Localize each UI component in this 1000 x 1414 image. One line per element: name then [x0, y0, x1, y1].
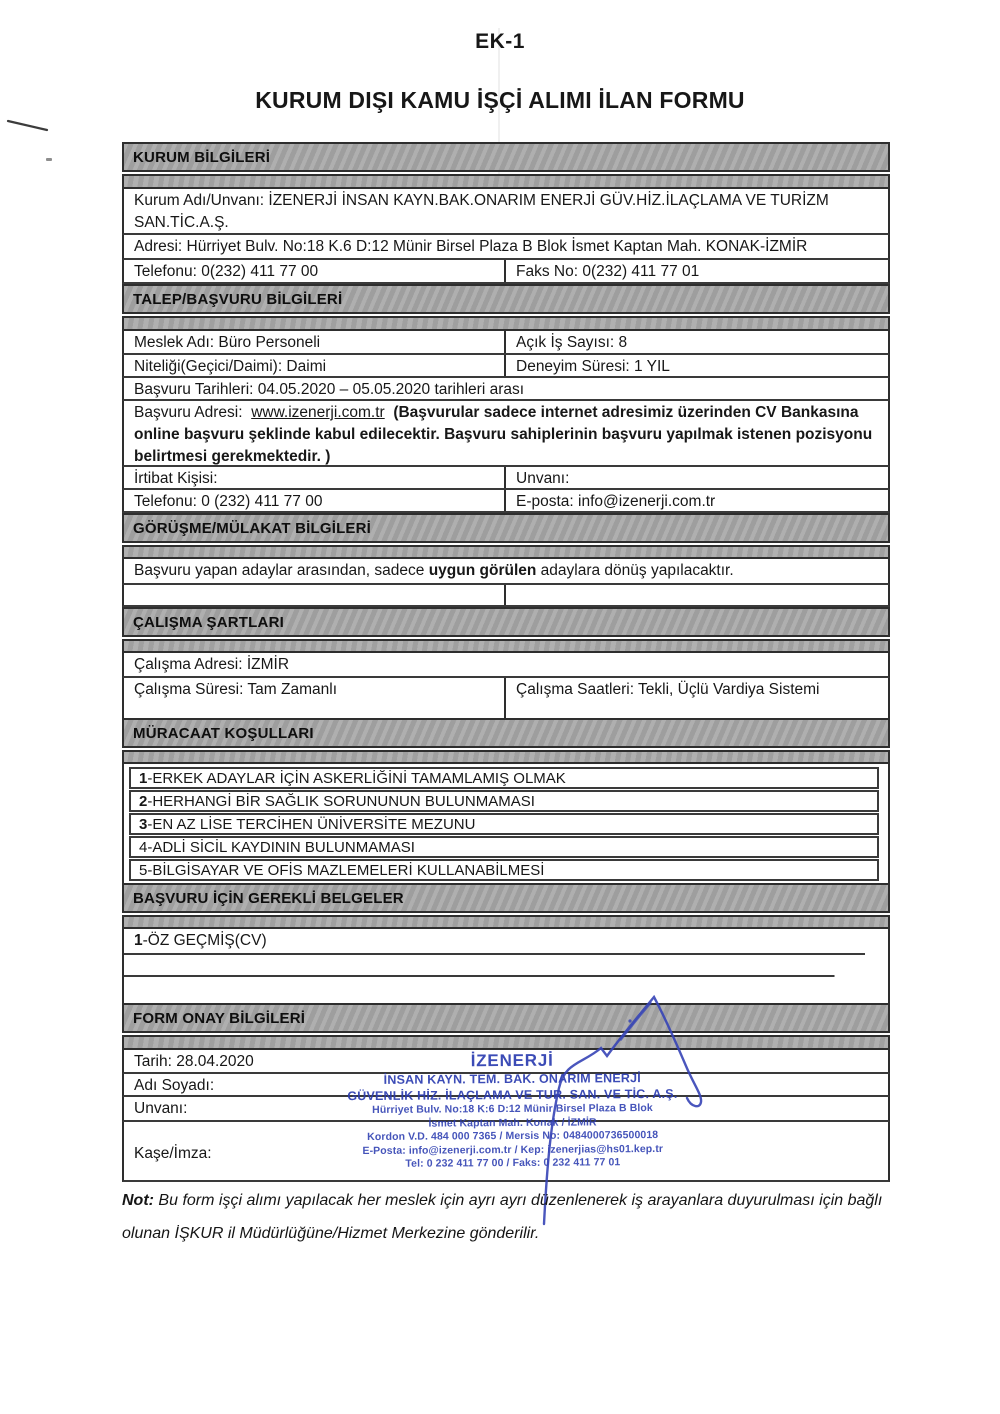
row-empty [122, 977, 890, 1003]
item-number: 2 [139, 793, 148, 810]
row-meslek-acikis [122, 331, 890, 355]
section-header-gerekli-belgeler: BAŞVURU İÇİN GEREKLİ BELGELER [122, 883, 890, 913]
field-basvuru-adresi [122, 401, 890, 467]
section-header-gorusme-mulakat: GÖRÜŞME/MÜLAKAT BİLGİLERİ [122, 513, 890, 543]
item-number: 4 [139, 839, 148, 856]
stamp-line: İsmet Kaptan Mah. Konak / İZMİR [428, 1115, 597, 1130]
field-kase-imza [122, 1122, 890, 1182]
field-unvani: Unvanı: [516, 470, 570, 487]
basvuru-adresi-url: www.izenerji.com.tr [251, 404, 385, 421]
announcement-form [122, 142, 890, 1182]
empty-cell [124, 585, 506, 605]
section-strip [122, 915, 890, 929]
item-number: 1 [139, 770, 148, 787]
item-text: -BİLGİSAYAR VE OFİS MAZLEMELERİ KULLANABİLMESİ [147, 862, 545, 879]
stamp-line: İNSAN KAYN. TEM. BAK. ONARIM ENERJİ [383, 1071, 641, 1087]
stamp-line: GÜVENLİK HİZ. İLAÇLAMA VE TUR. SAN. VE TİC. A.Ş. [347, 1086, 678, 1104]
section-strip [122, 174, 890, 189]
row-sure-saat [122, 678, 890, 704]
row-empty-split [122, 585, 890, 607]
gorusme-text-prefix: Başvuru yapan adaylar arasından, sadece [134, 562, 429, 579]
field-basvuru-tarihleri: Başvuru Tarihleri: 04.05.2020 – 05.05.2020 tarihleri arası [122, 378, 890, 401]
gorusme-text-bold: uygun görülen [428, 562, 537, 579]
basvuru-adresi-note: (Başvurular sadece internet adresimiz üzerinden CV Bankasına online başvuru şeklinde kabul edilecektir. Başvuru sahiplerinin başvuru yapılmak istenen pozisyonu belirtmesi gerekmektedir. ) [134, 404, 873, 465]
field-kurum-adi: Kurum Adı/Unvanı: İZENERJİ İNSAN KAYN.BAK.ONARIM ENERJİ GÜV.HİZ.İLAÇLAMA VE TURİZM SAN.TİC.A.Ş. [122, 189, 890, 235]
list-item [129, 790, 879, 812]
section-header-calisma-sartlari: ÇALIŞMA ŞARTLARI [122, 607, 890, 637]
section-strip [122, 639, 890, 653]
field-gorusme-aciklama [122, 559, 890, 585]
page-title: KURUM DIŞI KAMU İŞÇİ ALIMI İLAN FORMU [255, 87, 745, 113]
field-deneyim-suresi: Deneyim Süresi: 1 YIL [516, 358, 670, 375]
field-ozgecmis [122, 929, 890, 955]
stamp-line: Tel: 0 232 411 77 00 / Faks: 0 232 411 77 01 [405, 1156, 621, 1170]
section-strip [122, 1035, 890, 1050]
row-telefon-faks [122, 260, 890, 284]
scan-speck [46, 158, 52, 161]
item-text: -HERHANGİ BİR SAĞLIK SORUNUNUN BULUNMAMASI [147, 793, 535, 810]
field-adi-soyadi: Adı Soyadı: [122, 1074, 890, 1097]
stamp-line: Hürriyet Bulv. No:18 K:6 D:12 Münir Birsel Plaza B Blok [372, 1102, 653, 1116]
field-meslek-adi: Meslek Adı: Büro Personeli [124, 331, 506, 353]
scan-artifact-stroke [8, 121, 47, 130]
note-text: Bu form işçi alımı yapılacak her meslek için ayrı ayrı düzenlenerek iş arayanlara duyurulması için bağlı olunan İŞKUR il Müdürlüğüne/Hizmet Merkezine gönderilir. [122, 1192, 883, 1242]
field-calisma-adresi: Çalışma Adresi: İZMİR [122, 653, 890, 678]
item-number: 1 [134, 932, 143, 949]
gorusme-text-suffix: adaylara dönüş yapılacaktır. [536, 562, 734, 579]
section-header-talep-basvuru: TALEP/BAŞVURU BİLGİLERİ [122, 284, 890, 314]
empty-cell [506, 585, 888, 605]
muracaat-kosullari-list [122, 764, 890, 883]
item-number: 3 [139, 816, 148, 833]
section-strip [122, 316, 890, 331]
field-irtibat-kisisi: İrtibat Kişisi: [124, 467, 506, 488]
row-telefon-eposta [122, 490, 890, 513]
field-nitelik: Niteliği(Geçici/Daimi): Daimi [124, 355, 506, 376]
field-eposta: E-posta: info@izenerji.com.tr [516, 493, 716, 510]
row-empty [122, 955, 890, 977]
list-item [129, 836, 879, 858]
section-strip [122, 750, 890, 764]
item-text: -ADLİ SİCİL KAYDININ BULUNMAMASI [147, 839, 415, 856]
field-unvani-onay: Unvanı: [122, 1097, 890, 1122]
field-telefon: Telefonu: 0(232) 411 77 00 [124, 260, 506, 282]
footer-note [122, 1184, 922, 1250]
row-nitelik-deneyim [122, 355, 890, 378]
section-header-form-onay: FORM ONAY BİLGİLERİ [122, 1003, 890, 1033]
field-acik-is-sayisi: Açık İş Sayısı: 8 [516, 334, 628, 351]
kase-imza-label: Kaşe/İmza: [134, 1145, 212, 1162]
row-empty-split [122, 704, 890, 718]
stamp-line: Kordon V.D. 484 000 7365 / Mersis No: 0484000736500018 [367, 1128, 659, 1144]
section-header-kurum-bilgileri: KURUM BİLGİLERİ [122, 142, 890, 172]
field-tarih: Tarih: 28.04.2020 [122, 1050, 890, 1074]
stamp-company-name: İZENERJİ [470, 1050, 554, 1071]
empty-cell [124, 704, 506, 718]
field-calisma-saatleri: Çalışma Saatleri: Tekli, Üçlü Vardiya Sistemi [516, 681, 820, 698]
list-item [129, 813, 879, 835]
item-text: -ERKEK ADAYLAR İÇİN ASKERLİĞİNİ TAMAMLAMIŞ OLMAK [147, 770, 566, 787]
field-telefon-2: Telefonu: 0 (232) 411 77 00 [124, 490, 506, 511]
item-text: -ÖZ GEÇMİŞ(CV) [142, 932, 267, 949]
basvuru-adresi-label: Başvuru Adresi: [134, 404, 243, 421]
annex-label: EK-1 [475, 30, 525, 53]
row-irtibat-unvan [122, 467, 890, 490]
field-adres: Adresi: Hürriyet Bulv. No:18 K.6 D:12 Münir Birsel Plaza B Blok İsmet Kaptan Mah. KONAK-İZMİR [122, 235, 890, 260]
field-faks: Faks No: 0(232) 411 77 01 [516, 263, 700, 280]
list-item [129, 859, 879, 881]
list-item [129, 767, 879, 789]
item-number: 5 [139, 862, 148, 879]
section-strip [122, 545, 890, 559]
section-header-muracaat-kosullari: MÜRACAAT KOŞULLARI [122, 718, 890, 748]
item-text: -EN AZ LİSE TERCİHEN ÜNİVERSİTE MEZUNU [147, 816, 476, 833]
empty-cell [506, 704, 888, 718]
note-label: Not: [122, 1192, 154, 1209]
stamp-line: E-Posta: info@izenerji.com.tr / Kep: izenerjias@hs01.kep.tr [362, 1142, 664, 1157]
field-calisma-suresi: Çalışma Süresi: Tam Zamanlı [124, 678, 506, 704]
